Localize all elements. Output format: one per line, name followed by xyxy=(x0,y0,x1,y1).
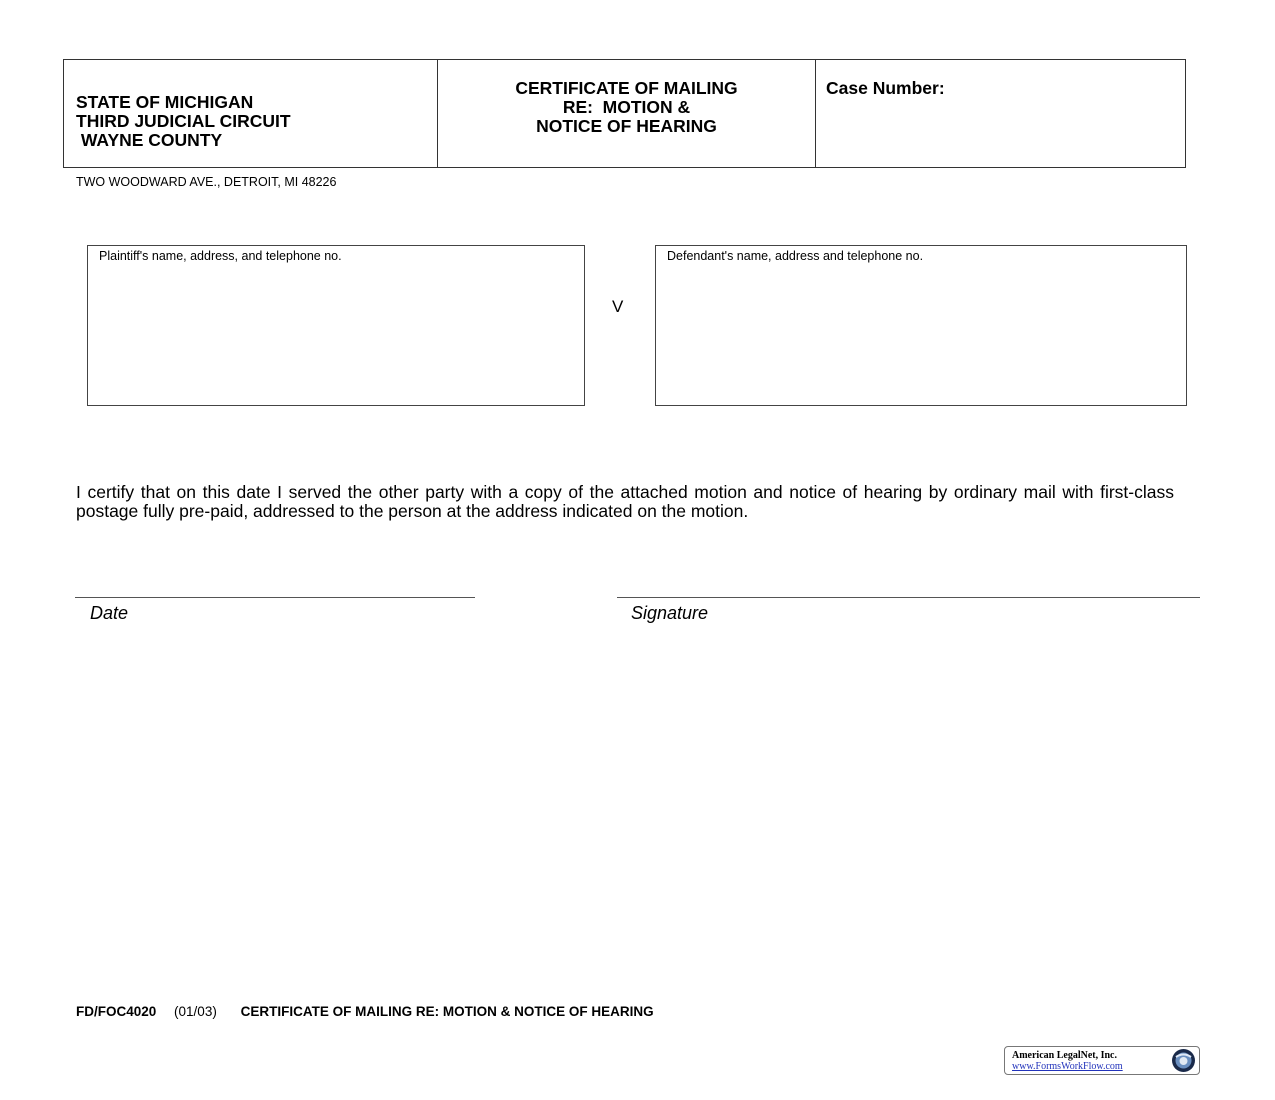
case-number-cell[interactable] xyxy=(816,60,1185,167)
badge-url-link[interactable]: www.FormsWorkFlow.com xyxy=(1012,1061,1123,1072)
defendant-box[interactable] xyxy=(655,245,1187,406)
date-label: Date xyxy=(90,603,129,623)
form-title-line-1: CERTIFICATE OF MAILING xyxy=(515,78,738,98)
date-line[interactable] xyxy=(75,597,475,598)
defendant-label: Defendant's name, address and telephone no. xyxy=(667,249,924,263)
court-state: STATE OF MICHIGAN xyxy=(76,92,254,112)
certification-text: I certify that on this date I served the other party with a copy of the attached motion and notice of hearing by ordinary mail with first-class postage fully pre-paid, addressed to the person at the address indicated on the motion. xyxy=(76,482,1174,521)
form-footer xyxy=(76,1004,654,1019)
court-name-cell xyxy=(64,60,438,167)
header-table xyxy=(63,59,1186,168)
plaintiff-label: Plaintiff's name, address, and telephone no. xyxy=(99,249,342,263)
globe-logo-icon xyxy=(1171,1048,1196,1073)
legalnet-badge[interactable] xyxy=(1004,1046,1200,1075)
form-title-cell xyxy=(438,60,816,167)
form-revision: (01/03) xyxy=(174,1004,217,1019)
signature-label: Signature xyxy=(631,603,709,623)
court-address: TWO WOODWARD AVE., DETROIT, MI 48226 xyxy=(76,175,337,189)
versus-label: V xyxy=(612,297,624,316)
case-number-label: Case Number: xyxy=(826,78,945,98)
defendant-field[interactable] xyxy=(667,271,1164,395)
form-code: FD/FOC4020 xyxy=(76,1004,157,1019)
court-circuit: THIRD JUDICIAL CIRCUIT xyxy=(76,111,291,131)
plaintiff-field[interactable] xyxy=(99,271,564,395)
badge-company: American LegalNet, Inc. xyxy=(1012,1050,1117,1061)
plaintiff-box[interactable] xyxy=(87,245,585,406)
footer-form-title: CERTIFICATE OF MAILING RE: MOTION & NOTICE OF HEARING xyxy=(240,1004,654,1019)
form-title-line-3: NOTICE OF HEARING xyxy=(536,116,717,136)
form-title-line-2: RE: MOTION & xyxy=(562,97,691,117)
court-county: WAYNE COUNTY xyxy=(76,130,223,150)
signature-line[interactable] xyxy=(617,597,1200,598)
